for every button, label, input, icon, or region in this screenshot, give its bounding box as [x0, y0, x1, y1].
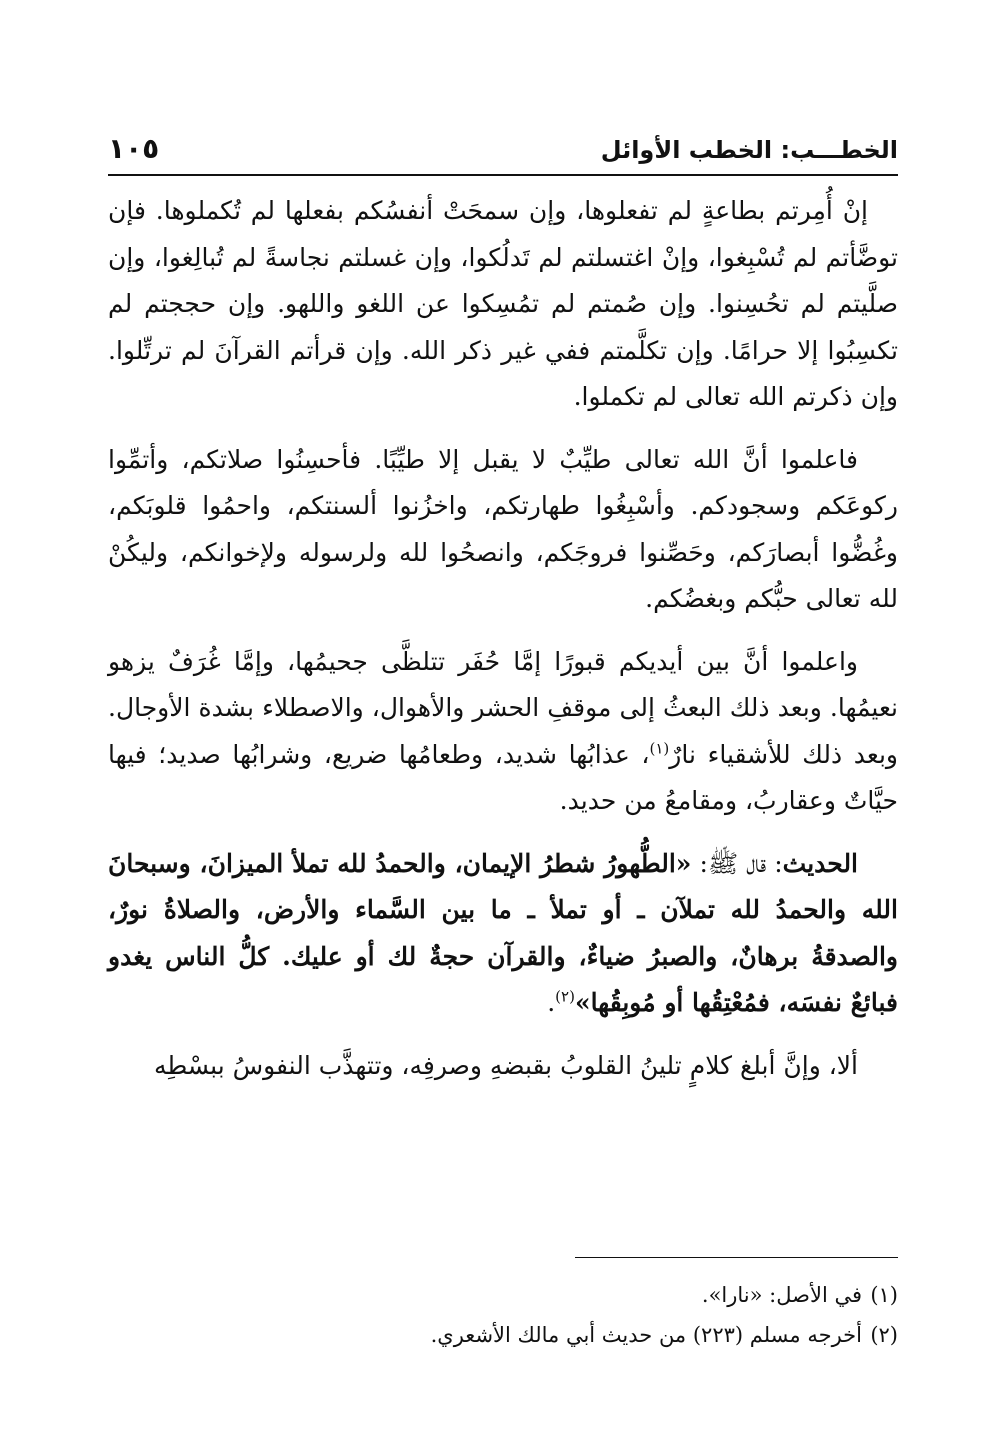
hadith-label: الحديث: [782, 848, 859, 878]
header-divider: [108, 174, 898, 176]
paragraph-3-text: واعلموا أنَّ بين أيديكم قبورًا إمَّا حُفَر تتلظَّى جحيمُها، وإمَّا غُرَفٌ يزهو نعيمُها. وبعد ذلك البعثُ إلى موقفِ الحشر والأهوال، والاصطلاء بشدة الأوجال. وبعد ذلك للأشقياء نارٌ: [108, 646, 899, 769]
footnote-ref-2: (٢): [555, 987, 575, 1006]
page-number: ١٠٥: [108, 132, 160, 165]
paragraph-4-end: .: [547, 988, 556, 1017]
body-text: [108, 188, 898, 1105]
footnote-text: في الأصل: «نارا».: [701, 1283, 862, 1307]
footnote-2: [108, 1315, 898, 1355]
footnote-number: (١): [870, 1283, 898, 1307]
paragraph-3-text-end: ، عذابُها شديد، وطعامُها ضريع، وشرابُها صديد؛ فيها حيَّاتٌ وعقاربُ، ومقامعُ من حديد.: [108, 739, 898, 815]
footnote-ref-1: (١): [649, 739, 670, 758]
running-title: الخطـــب: الخطب الأوائل: [600, 136, 898, 164]
hadith-text: «الطُّهورُ شطرُ الإيمان، والحمدُ لله تملأ الميزانَ، وسبحانَ الله والحمدُ لله تملآن ـ أو تملأ ـ ما بين السَّماء والأرض، والصلاةُ نورٌ، والصدقةُ برهانٌ، والصبرُ ضياءٌ، والقرآن حجةٌ لك أو عليك. كلُّ الناس يغدو فبائعٌ نفسَه، فمُعْتِقُها أو مُوبِقُها»: [108, 848, 898, 1017]
page-header: [108, 130, 898, 174]
paragraph-3: [108, 639, 898, 825]
paragraph-1: إنْ أُمِرتم بطاعةٍ لم تفعلوها، وإن سمحَتْ أنفسُكم بفعلها لم تُكملوها. فإن توضَّأتم لم تُسْبِغوا، وإنْ اغتسلتم لم تَدلُكوا، وإن غسلتم نجاسةً لم تُبالِغوا، وإن صلَّيتم لم تحُسِنوا. وإن صُمتم لم تمُسِكوا عن اللغو واللهو. وإن حججتم لم تكسِبُوا إلا حرامًا. وإن تكلَّمتم ففي غير ذكر الله. وإن قرأتم القرآنَ لم ترتِّلوا. وإن ذكرتم الله تعالى لم تكملوا.: [108, 196, 898, 411]
paragraph-4: [108, 841, 898, 1027]
paragraph-5: ألا، وإنَّ أبلغ كلامٍ تلينُ القلوبُ بقبضهِ وصرفِه، وتتهذَّب النفوسُ ببسْطِه: [153, 1050, 858, 1080]
footnotes: [108, 1275, 898, 1355]
paragraph-2: فاعلموا أنَّ الله تعالى طيِّبٌ لا يقبل إلا طيِّبًا. فأحسِنُوا صلاتكم، وأتمِّوا ركوعَكم وسجودكم. وأسْبِغُوا طهارتكم، واخزُنوا ألسنتكم، واحمُوا قلوبَكم، وغُضُّوا أبصارَكم، وحَصِّنوا فروجَكم، وانصحُوا لله ولرسوله ولإخوانكم، وليكُنْ لله تعالى حبُّكم وبغضُكم.: [108, 444, 898, 613]
footnote-text: أخرجه مسلم (٢٢٣) من حديث أبي مالك الأشعري.: [430, 1323, 862, 1347]
footnote-1: [108, 1275, 898, 1315]
hadith-intro: : قال ﷺ:: [691, 848, 783, 878]
footnote-divider: [575, 1257, 898, 1258]
footnote-number: (٢): [870, 1323, 898, 1347]
